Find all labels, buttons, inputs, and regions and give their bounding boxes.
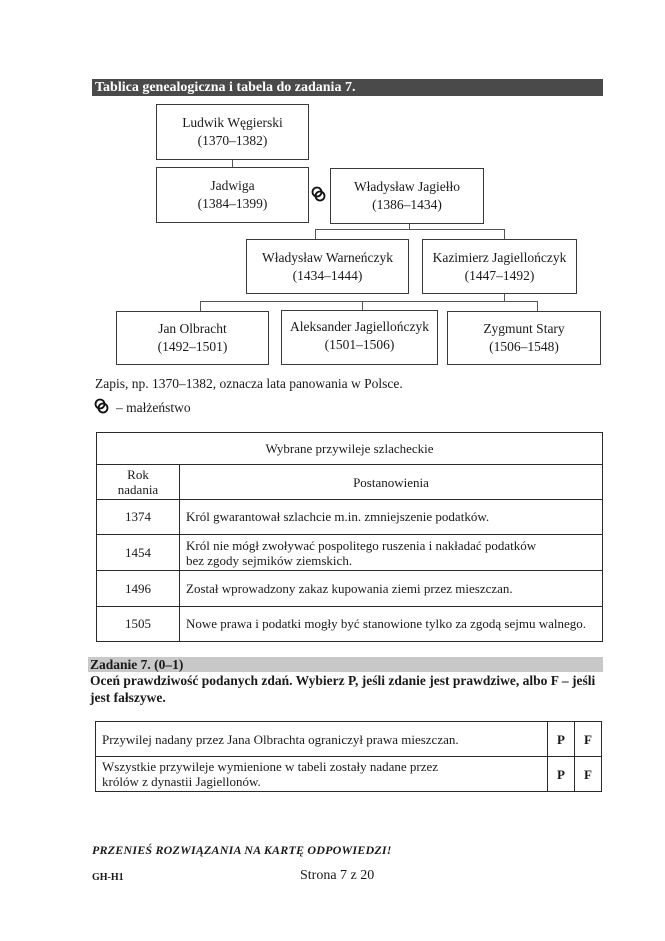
person-reign: (1447–1492): [464, 267, 535, 283]
table-row: [97, 607, 603, 642]
privileges-table: [96, 432, 603, 642]
table-row: [97, 571, 603, 607]
person-reign: (1386–1434): [372, 197, 442, 212]
person-name: Władysław Warneńczyk: [262, 249, 393, 265]
person-reign: (1384–1399): [197, 196, 268, 211]
person-ludwik: [156, 104, 309, 160]
person-reign: (1370–1382): [197, 133, 268, 148]
answer-f-button[interactable]: F: [575, 722, 602, 757]
marriage-rings-icon: [94, 397, 110, 415]
marriage-rings-icon: [311, 185, 327, 203]
row-text: Nowe prawa i podatki mogły być stanowione tylko za zgodą sejmu walnego.: [180, 607, 603, 642]
person-reign: (1434–1444): [292, 267, 363, 283]
person-name: Jadwiga: [210, 178, 255, 193]
person-reign: (1492–1501): [157, 339, 228, 354]
table-caption: Wybrane przywileje szlacheckie: [97, 433, 603, 465]
row-year: 1496: [97, 571, 180, 607]
connector-kazimierz: [504, 229, 505, 239]
connector-ludwik-jadwiga: [232, 159, 233, 167]
row-year: 1374: [97, 500, 180, 535]
person-aleksander: [281, 310, 438, 365]
header-year-line1: Rok: [127, 467, 149, 482]
person-kazimierz: [422, 239, 577, 294]
person-zygmunt: [447, 311, 601, 365]
person-jagiello: [330, 168, 484, 224]
person-name: Ludwik Węgierski: [182, 115, 283, 130]
reign-note: Zapis, np. 1370–1382, oznacza lata panowania w Polsce.: [95, 376, 403, 391]
table-row: [97, 500, 603, 535]
connector-grandsons-bar: [200, 301, 538, 302]
statement-text: Wszystkie przywileje wymienione w tabeli zostały nadane przez królów z dynastii Jagiellonów.: [96, 757, 548, 792]
page-number: Strona 7 z 20: [300, 868, 375, 883]
table-row: [97, 535, 603, 571]
task-instruction: Oceń prawdziwość podanych zdań. Wybierz P, jeśli zdanie jest prawdziwe, albo F – jeśli jest fałszywe.: [90, 673, 596, 705]
person-name: Aleksander Jagiellończyk: [289, 319, 430, 334]
connector-aleksander: [362, 301, 363, 310]
person-reign: (1501–1506): [324, 337, 395, 352]
row-year: 1454: [97, 535, 180, 571]
row-text: Król nie mógł zwoływać pospolitego ruszenia i nakładać podatków bez zgody sejmików ziemskich.: [180, 535, 603, 571]
answer-f-button[interactable]: F: [575, 757, 602, 792]
statement-text: Przywilej nadany przez Jana Olbrachta ograniczył prawa mieszczan.: [96, 722, 548, 757]
answer-p-button[interactable]: P: [548, 757, 575, 792]
connector-kazimierz-down: [504, 293, 505, 301]
person-jadwiga: [156, 167, 309, 223]
connector-warnenczyk: [315, 229, 316, 239]
statement-row: [96, 757, 602, 792]
connector-olbracht: [200, 301, 201, 311]
person-name: Władysław Jagiełło: [353, 179, 461, 194]
connector-sons-bar: [315, 229, 505, 230]
header-year-line2: nadania: [117, 482, 159, 497]
task-header: Zadanie 7. (0–1): [88, 657, 603, 672]
marriage-legend: – małżeństwo: [116, 400, 191, 415]
person-name: Kazimierz Jagiellończyk: [432, 249, 567, 265]
person-name: Zygmunt Stary: [483, 321, 565, 336]
table-caption-row: [97, 433, 603, 465]
person-reign: (1506–1548): [489, 339, 559, 354]
person-olbracht: [116, 311, 269, 365]
transfer-reminder: PRZENIEŚ ROZWIĄZANIA NA KARTĘ ODPOWIEDZI!: [92, 843, 392, 857]
person-warnenczyk: [246, 239, 409, 294]
row-year: 1505: [97, 607, 180, 642]
row-text: Król gwarantował szlachcie m.in. zmniejszenie podatków.: [180, 500, 603, 535]
section-header: Tablica genealogiczna i tabela do zadania 7.: [92, 79, 603, 96]
true-false-table: [95, 721, 602, 792]
header-provisions: Postanowienia: [180, 465, 603, 500]
header-year: [97, 465, 180, 500]
connector-zygmunt: [537, 301, 538, 311]
exam-code: GH-H1: [92, 872, 124, 883]
person-name: Jan Olbracht: [158, 321, 227, 336]
row-text: Został wprowadzony zakaz kupowania ziemi przez mieszczan.: [180, 571, 603, 607]
statement-row: [96, 722, 602, 757]
table-header-row: [97, 465, 603, 500]
answer-p-button[interactable]: P: [548, 722, 575, 757]
